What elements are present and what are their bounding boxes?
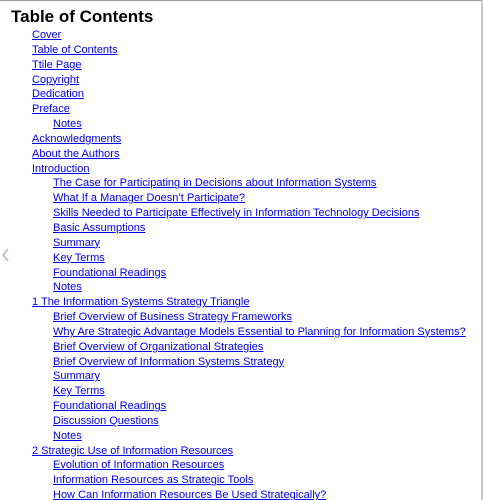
toc-link[interactable]: Notes bbox=[53, 118, 82, 131]
toc-link[interactable]: Preface bbox=[32, 103, 70, 116]
toc-link[interactable]: Information Resources as Strategic Tools bbox=[53, 474, 254, 487]
toc-item bbox=[0, 324, 466, 339]
toc-link[interactable]: Notes bbox=[53, 281, 82, 294]
toc-link[interactable]: What If a Manager Doesn’t Participate? bbox=[53, 192, 245, 205]
toc-item bbox=[0, 309, 466, 324]
toc-link[interactable]: 1 The Information Systems Strategy Triangle bbox=[32, 296, 250, 309]
toc-item bbox=[0, 72, 466, 87]
toc-link[interactable]: Why Are Strategic Advantage Models Essential to Planning for Information Systems? bbox=[53, 325, 466, 338]
toc-item bbox=[0, 27, 466, 42]
toc-link[interactable]: Evolution of Information Resources bbox=[53, 459, 225, 472]
toc-link[interactable]: Summary bbox=[53, 236, 101, 249]
toc-link[interactable]: Basic Assumptions bbox=[53, 221, 146, 234]
toc-link[interactable]: Table of Contents bbox=[32, 43, 118, 56]
toc-item bbox=[0, 294, 466, 309]
toc-link[interactable]: Key Terms bbox=[53, 385, 105, 398]
toc-item bbox=[0, 339, 466, 354]
toc-item bbox=[0, 398, 466, 413]
toc-item bbox=[0, 57, 466, 72]
toc-item bbox=[0, 413, 466, 428]
toc-link[interactable]: How Can Information Resources Be Used Strategically? bbox=[53, 489, 327, 500]
toc-link[interactable]: 2 Strategic Use of Information Resources bbox=[32, 444, 234, 457]
toc-item bbox=[0, 205, 466, 220]
toc-item bbox=[0, 42, 466, 57]
toc-item bbox=[0, 146, 466, 161]
toc-link[interactable]: About the Authors bbox=[32, 147, 120, 160]
toc-item bbox=[0, 175, 466, 190]
toc-link[interactable]: Dedication bbox=[32, 88, 84, 101]
toc-item bbox=[0, 383, 466, 398]
toc-item bbox=[0, 161, 466, 176]
toc-link[interactable]: Introduction bbox=[32, 162, 90, 175]
toc-item bbox=[0, 368, 466, 383]
toc-link[interactable]: Summary bbox=[53, 370, 101, 383]
toc-item bbox=[0, 265, 466, 280]
toc-item bbox=[0, 101, 466, 116]
toc-link[interactable]: Foundational Readings bbox=[53, 266, 167, 279]
toc-item bbox=[0, 443, 466, 458]
toc-link[interactable]: The Case for Participating in Decisions about Information Systems bbox=[53, 177, 377, 190]
toc-item bbox=[0, 86, 466, 101]
toc-item bbox=[0, 354, 466, 369]
toc-link[interactable]: Brief Overview of Organizational Strategies bbox=[53, 340, 264, 353]
toc-link[interactable]: Key Terms bbox=[53, 251, 105, 264]
toc-item bbox=[0, 457, 466, 472]
toc-link[interactable]: Cover bbox=[32, 29, 62, 41]
toc-link[interactable]: Skills Needed to Participate Effectively in Information Technology Decisions bbox=[53, 207, 420, 220]
toc-link[interactable]: Foundational Readings bbox=[53, 400, 167, 413]
toc-item bbox=[0, 487, 466, 500]
toc-item bbox=[0, 131, 466, 146]
toc-item bbox=[0, 472, 466, 487]
toc-item bbox=[0, 250, 466, 265]
toc-list bbox=[0, 27, 466, 500]
toc-item bbox=[0, 220, 466, 235]
toc-link[interactable]: Notes bbox=[53, 429, 82, 442]
toc-link[interactable]: Acknowledgments bbox=[32, 132, 122, 145]
toc-item bbox=[0, 235, 466, 250]
top-border bbox=[0, 0, 483, 1]
toc-item bbox=[0, 279, 466, 294]
toc-link[interactable]: Copyright bbox=[32, 73, 80, 86]
toc-link[interactable]: Ttile Page bbox=[32, 58, 82, 71]
toc-link[interactable]: Discussion Questions bbox=[53, 414, 159, 427]
toc-link[interactable]: Brief Overview of Business Strategy Frameworks bbox=[53, 311, 293, 324]
toc-item bbox=[0, 190, 466, 205]
toc-item bbox=[0, 428, 466, 443]
toc-link[interactable]: Brief Overview of Information Systems Strategy bbox=[53, 355, 285, 368]
toc-title: Table of Contents bbox=[11, 7, 154, 26]
toc-item bbox=[0, 116, 466, 131]
